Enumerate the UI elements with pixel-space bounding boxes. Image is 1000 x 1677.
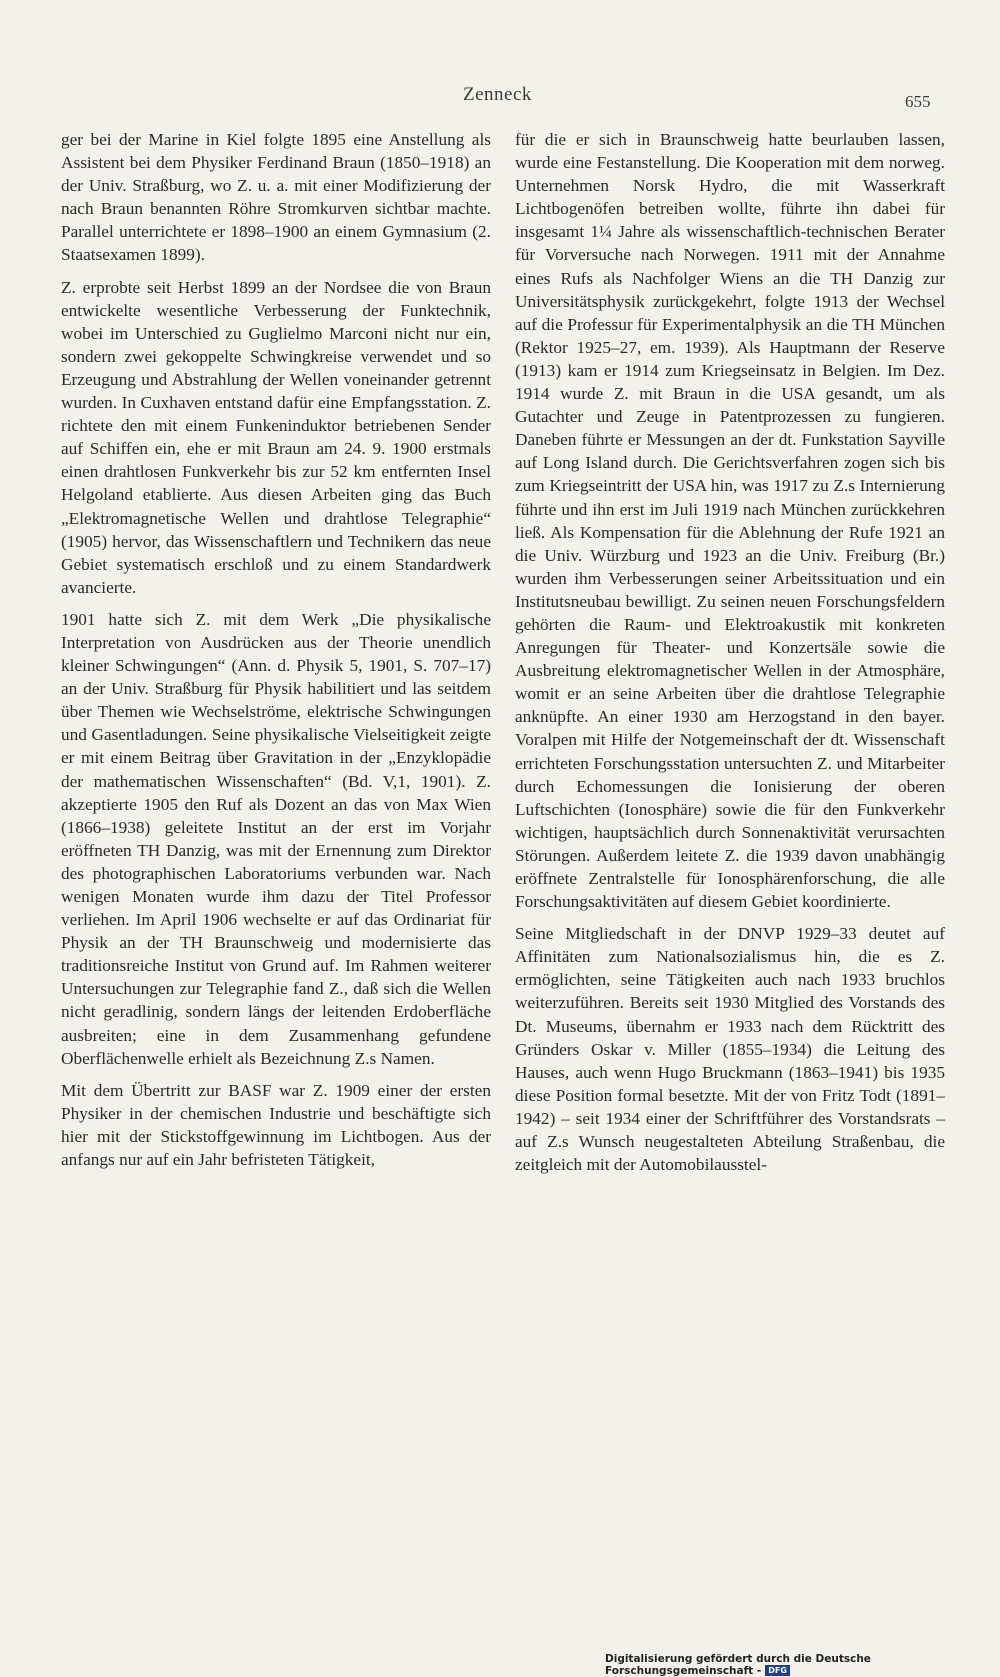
paragraph: Z. erprobte seit Herbst 1899 an der Nordsee die von Braun entwickelte wesentliche Verbesserung der Funktechnik, wobei im Unterschied zu Guglielmo Marconi nicht nur ein, sondern zwei gekoppelte Schwingkreise verwendet und so Erzeugung und Abstrahlung der Wellen voneinander getrennt wurden. In Cuxhaven entstand dafür eine Empfangsstation. Z. richtete den mit einem Funkeninduktor betriebenen Sender auf Schiffen ein, ehe er mit Braun am 24. 9. 1900 erstmals einen drahtlosen Funkverkehr bis zur 52 km entfernten Insel Helgoland etablierte. Aus diesen Arbeiten ging das Buch „Elektromagnetische Wellen und drahtlose Telegraphie“ (1905) hervor, das Wissenschaftlern und Technikern das neue Gebiet systematisch erschloß und zu einem Standardwerk avancierte. (61, 277, 491, 597)
left-column (61, 128, 491, 1180)
running-header (0, 84, 1000, 114)
digitization-footer (605, 1653, 995, 1677)
right-column (515, 128, 945, 1185)
footer-text: Digitalisierung gefördert durch die Deutsche Forschungsgemeinschaft - (605, 1653, 871, 1677)
paragraph: Mit dem Übertritt zur BASF war Z. 1909 einer der ersten Physiker in der chemischen Industrie und beschäftigte sich hier mit der Stickstoffgewinnung im Lichtbogen. Aus der anfangs nur auf ein Jahr befristeten Tätigkeit, (61, 1080, 491, 1170)
running-title: Zenneck (463, 84, 532, 105)
paragraph: 1901 hatte sich Z. mit dem Werk „Die physikalische Interpretation von Ausdrücken aus der Theorie unendlich kleiner Schwingungen“ (Ann. d. Physik 5, 1901, S. 707–17) an der Univ. Straßburg für Physik habilitiert und las seitdem über Themen wie Wechselströme, elektrische Schwingungen und Gasentladungen. Seine physikalische Vielseitigkeit zeigte er mit einem Beitrag über Gravitation in der „Enzyklopädie der mathematischen Wissenschaften“ (Bd. V,1, 1901). Z. akzeptierte 1905 den Ruf als Dozent an das von Max Wien (1866–1938) geleitete Institut an der erst im Vorjahr eröffneten TH Danzig, was mit der Ernennung zum Direktor des photographischen Laboratoriums verbunden war. Nach wenigen Monaten wurde ihm dazu der Titel Professor verliehen. Im April 1906 wechselte er auf das Ordinariat für Physik an der TH Braunschweig und modernisierte das traditionsreiche Institut von Grund auf. Im Rahmen weiterer Untersuchungen zur Telegraphie fand Z., daß sich die Wellen nicht geradlinig, sondern längs der leitenden Erdoberfläche ausbreiten; eine in dem Zusammenhang gefundene Oberflächenwelle erhielt als Bezeichnung Z.s Namen. (61, 609, 491, 1068)
paragraph: für die er sich in Braunschweig hatte beurlauben lassen, wurde eine Festanstellung. Die Kooperation mit dem norweg. Unternehmen Norsk Hydro, die mit Wasserkraft Lichtbogenöfen betreiben wollte, führte ihn dabei für insgesamt 1¼ Jahre als wissenschaftlich-technischen Berater für Vorversuche nach Norwegen. 1911 mit der Annahme eines Rufs als Nachfolger Wiens an die TH Danzig zur Universitätsphysik zurückgekehrt, folgte 1913 der Wechsel auf die Professur für Experimentalphysik an die TH München (Rektor 1925–27, em. 1939). Als Hauptmann der Reserve (1913) kam er 1914 zum Kriegseinsatz in Belgien. Im Dez. 1914 wurde Z. mit Braun in die USA gesandt, um als Gutachter und Zeuge in Patentprozessen zu fungieren. Daneben führte er Messungen an der dt. Funkstation Sayville auf Long Island durch. Die Gerichtsverfahren zogen sich bis zum Kriegseintritt der USA hin, was 1917 zu Z.s Internierung führte und ihn erst im Juli 1919 nach München zurückkehren ließ. Als Kompensation für die Ablehnung der Rufe 1921 an die Univ. Würzburg und 1923 an die Univ. Freiburg (Br.) wurden ihm Verbesserungen seiner Arbeitssituation und ein Institutsneubau bewilligt. Zu seinen neuen Forschungsfeldern gehörten die Raum- und Elektroakustik mit konkreten Anregungen für Theater- und Konzertsäle sowie die Ausbreitung elektromagnetischer Wellen in der Atmosphäre, womit er an seine Arbeiten über die drahtlose Telegraphie anknüpfte. An einer 1930 am Herzogstand in den bayer. Voralpen mit Hilfe der Notgemeinschaft der dt. Wissenschaft errichteten Forschungsstation untersuchten Z. und Mitarbeiter durch Echomessungen die Ionisierung der oberen Luftschichten (Ionosphäre) sowie die für den Funkverkehr wichtigen, hauptsächlich durch Sonnenaktivität verursachten Störungen. Außerdem leitete Z. die 1939 davon unabhängig eröffnete Zentralstelle für Ionosphärenforschung, die alle Forschungsaktivitäten auf diesem Gebiet koordinierte. (515, 130, 945, 912)
page-number: 655 (905, 92, 931, 111)
paragraph: Seine Mitgliedschaft in der DNVP 1929–33 deutet auf Affinitäten zum Nationalsozialismus hin, die es Z. ermöglichten, seine Tätigkeiten auch nach 1933 bruchlos weiterzuführen. Bereits seit 1930 Mitglied des Vorstands des Dt. Museums, übernahm er 1933 nach dem Rücktritt des Gründers Oskar v. Miller (1855–1934) die Leitung des Hauses, auch wenn Hugo Bruckmann (1863–1941) bis 1935 diese Position formal besetzte. Mit der von Fritz Todt (1891–1942) – seit 1934 einer der Schriftführer des Vorstandsrats – auf Z.s Wunsch neugestalteten Abteilung Straßenbau, die zeitgleich mit der Automobilausstel- (515, 924, 945, 1175)
paragraph: ger bei der Marine in Kiel folgte 1895 eine Anstellung als Assistent bei dem Physiker Ferdinand Braun (1850–1918) an der Univ. Straßburg, wo Z. u. a. mit einer Modifizierung der nach Braun benannten Röhre Stromkurven sichtbar machte. Parallel unterrichtete er 1898–1900 an einem Gymnasium (2. Staatsexamen 1899). (61, 130, 491, 265)
dfg-logo: DFG (765, 1665, 790, 1676)
